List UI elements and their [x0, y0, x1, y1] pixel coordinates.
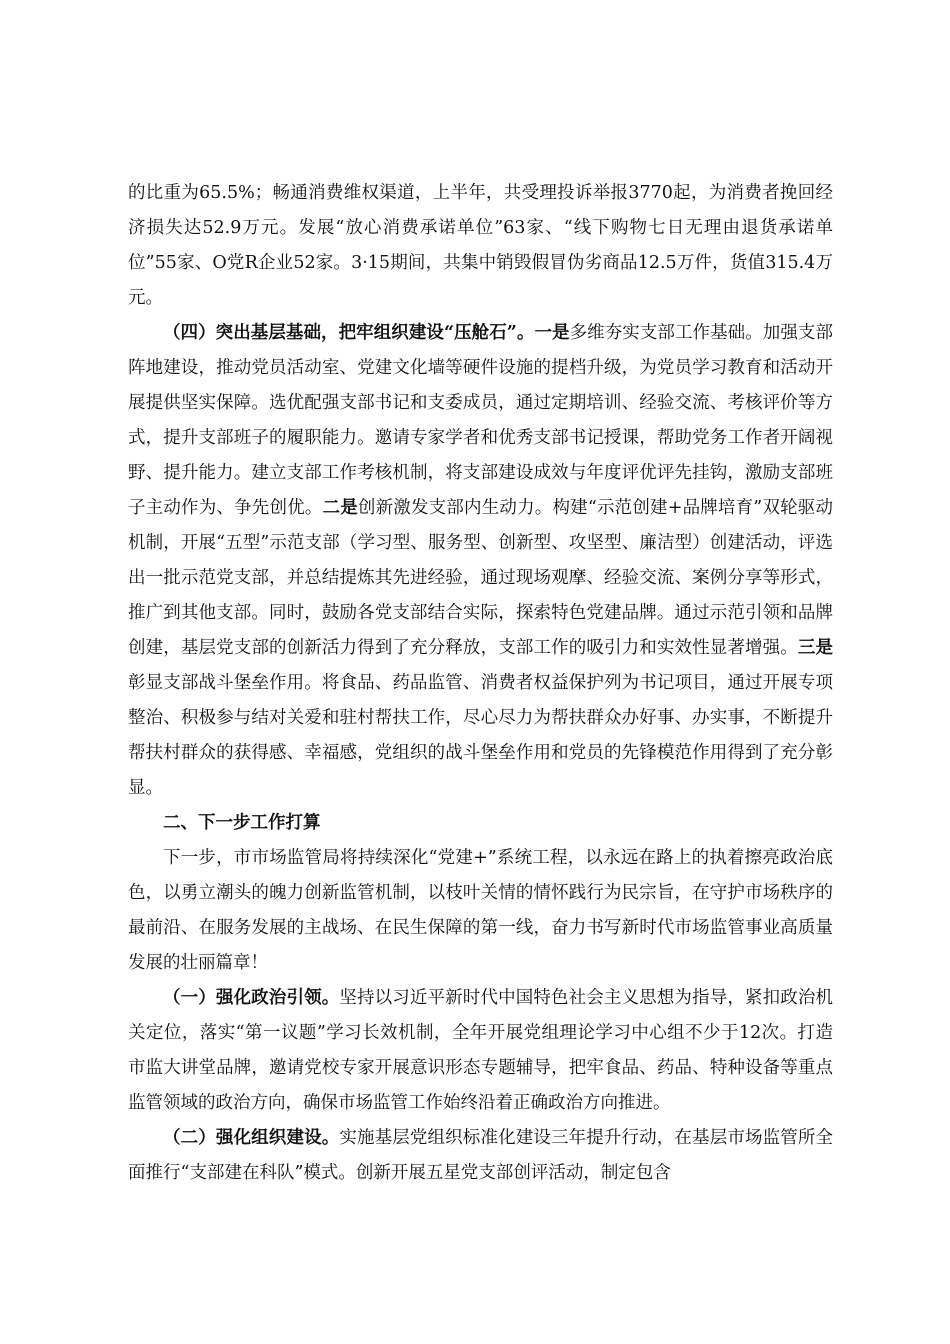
item-text-two: 创新激发支部内生动力。构建“示范创建+品牌培育”双轮驱动机制，开展“五型”示范支部（学习型、服务型、创新型、攻坚型、廉洁型）创建活动，评选出一批示范党支部，并总结提炼其先进经验，通过现场观摩、经验交流、案例分享等形式，推广到其他支部。同时，鼓励各党支部结合实际，探索特色党建品牌。通过示范引领和品牌创建，基层党支部的创新活力得到了充分释放，支部工作的吸引力和实效性显著增强。: [128, 498, 833, 658]
paragraph-organization-building: [128, 1121, 833, 1191]
paragraph-next-steps-intro: [128, 841, 833, 981]
document-body: [128, 176, 833, 1191]
subheading-organization-building: （二）强化组织建设。: [163, 1128, 340, 1148]
item-marker-two: 二是: [322, 498, 358, 518]
section-heading-four: （四）突出基层基础，把牢组织建设“压舱石”。: [163, 323, 535, 343]
paragraph-text: 下一步，市市场监管局将持续深化“党建+”系统工程，以永远在路上的执着擦亮政治底色，以勇立潮头的魄力创新监管机制，以枝叶关情的情怀践行为民宗旨，在守护市场秩序的最前沿、在服务发展的主战场、在民生保障的第一线，奋力书写新时代市场监管事业高质量发展的壮丽篇章！: [128, 848, 833, 973]
paragraph-text: 坚持以习近平新时代中国特色社会主义思想为指导，紧扣政治机关定位，落实“第一议题”学习长效机制，全年开展党组理论学习中心组不少于12次。打造市监大讲堂品牌，邀请党校专家开展意识形态专题辅导，把牢食品、药品、特种设备等重点监管领域的政治方向，确保市场监管工作始终沿着正确政治方向推进。: [128, 988, 834, 1113]
section-heading-next-steps: 二、下一步工作打算: [163, 813, 321, 833]
subheading-political-leadership: （一）强化政治引领。: [163, 988, 340, 1008]
paragraph-consumer-protection: [128, 176, 833, 316]
item-text-one: 多维夯实支部工作基础。加强支部阵地建设，推动党员活动室、党建文化墙等硬件设施的提档升级，为党员学习教育和活动开展提供坚实保障。选优配强支部书记和支委成员，通过定期培训、经验交流、考核评价等方式，提升支部班子的履职能力。邀请专家学者和优秀支部书记授课，帮助党务工作者开阔视野、提升能力。建立支部工作考核机制，将支部建设成效与年度评优评先挂钩，激励支部班子主动作为、争先创优。: [128, 323, 833, 518]
paragraph-grassroots-section: [128, 316, 833, 806]
paragraph-text: 的比重为65.5%；畅通消费维权渠道，上半年，共受理投诉举报3770起，为消费者挽回经济损失达52.9万元。发展“放心消费承诺单位”63家、“线下购物七日无理由退货承诺单位”55家、O党R企业52家。3·15期间，共集中销毁假冒伪劣商品12.5万件，货值315.4万元。: [128, 183, 833, 308]
item-marker-one: 一是: [534, 323, 570, 343]
item-marker-three: 三是: [797, 638, 834, 658]
paragraph-text: 实施基层党组织标准化建设三年提升行动，在基层市场监管所全面推行“支部建在科队”模式。创新开展五星党支部创评活动，制定包含: [128, 1128, 834, 1183]
paragraph-political-leadership: [128, 981, 833, 1121]
item-text-three: 彰显支部战斗堡垒作用。将食品、药品监管、消费者权益保护列为书记项目，通过开展专项整治、积极参与结对关爱和驻村帮扶工作，尽心尽力为帮扶群众办好事、办实事，不断提升帮扶村群众的获得感、幸福感，党组织的战斗堡垒作用和党员的先锋模范作用得到了充分彰显。: [128, 673, 833, 798]
